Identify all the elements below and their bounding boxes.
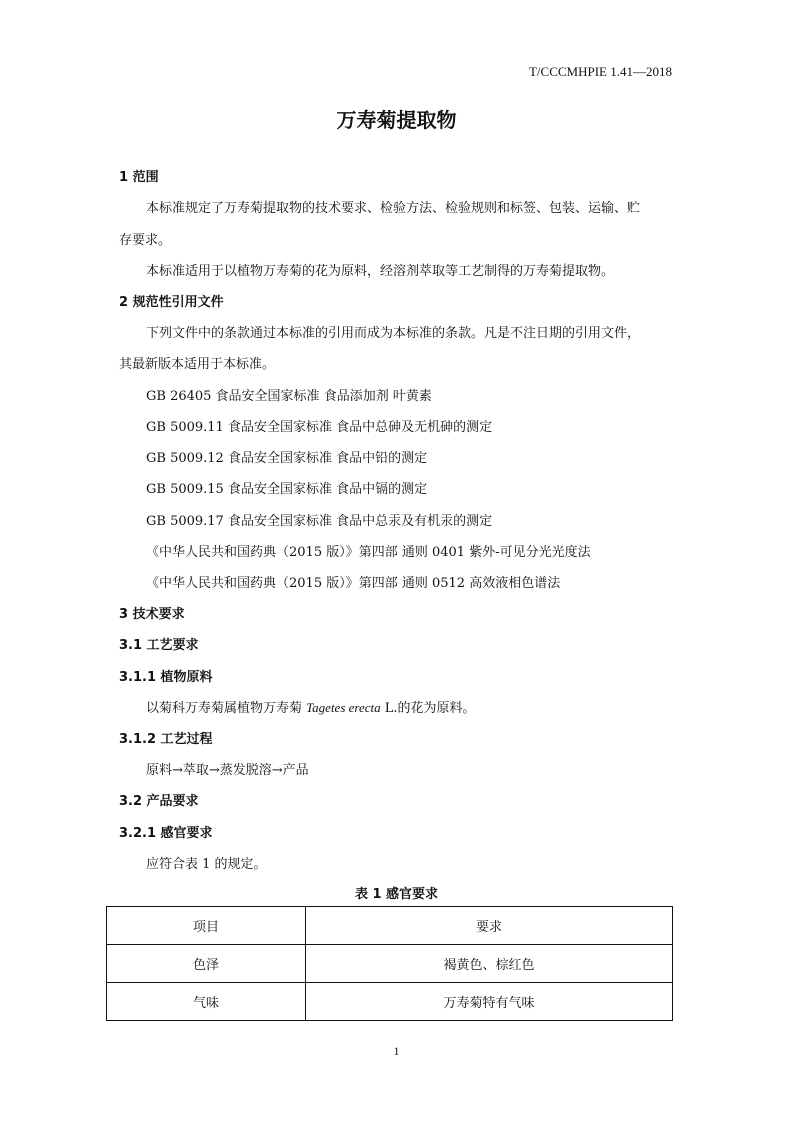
table-cell: 气味 xyxy=(107,983,306,1021)
column-header: 要求 xyxy=(306,907,673,945)
reference-item: 《中华人民共和国药典（2015 版）》第四部 通则 0401 紫外-可见分光光度法 xyxy=(146,545,591,560)
section-3-2-heading: 3.2 产品要求 xyxy=(119,794,199,809)
reference-item: GB 26405 食品安全国家标准 食品添加剂 叶黄素 xyxy=(146,389,432,404)
normative-paragraph-cont: 其最新版本适用于本标准。 xyxy=(119,357,276,372)
section-3-heading: 3 技术要求 xyxy=(119,607,185,622)
scope-paragraph-1: 本标准规定了万寿菊提取物的技术要求、检验方法、检验规则和标签、包装、运输、贮 xyxy=(146,201,641,216)
process-flow-text: 原料→萃取→蒸发脱溶→产品 xyxy=(146,763,309,778)
sensory-requirements-table xyxy=(106,906,673,1021)
section-3-1-heading: 3.1 工艺要求 xyxy=(119,638,199,653)
table-row xyxy=(107,983,673,1021)
reference-item: GB 5009.15 食品安全国家标准 食品中镉的测定 xyxy=(146,482,428,497)
table-cell: 万寿菊特有气味 xyxy=(306,983,673,1021)
latin-name: Tagetes erecta xyxy=(306,700,381,715)
section-3-1-2-heading: 3.1.2 工艺过程 xyxy=(119,732,213,747)
reference-item: GB 5009.17 食品安全国家标准 食品中总汞及有机汞的测定 xyxy=(146,514,493,529)
normative-paragraph: 下列文件中的条款通过本标准的引用而成为本标准的条款。凡是不注日期的引用文件， xyxy=(146,326,641,341)
table-header-row xyxy=(107,907,673,945)
table-reference-text: 应符合表 1 的规定。 xyxy=(146,857,267,872)
column-header: 项目 xyxy=(107,907,306,945)
reference-item: 《中华人民共和国药典（2015 版）》第四部 通则 0512 高效液相色谱法 xyxy=(146,576,561,591)
document-code: T/CCCMHPIE 1.41—2018 xyxy=(528,64,672,79)
table-row xyxy=(107,945,673,983)
table-cell: 色泽 xyxy=(107,945,306,983)
page-title: 万寿菊提取物 xyxy=(336,108,457,132)
section-3-1-1-heading: 3.1.1 植物原料 xyxy=(119,670,213,685)
section-2-heading: 2 规范性引用文件 xyxy=(119,295,224,310)
scope-paragraph-1-cont: 存要求。 xyxy=(119,233,172,248)
section-1-heading: 1 范围 xyxy=(119,170,159,185)
reference-item: GB 5009.12 食品安全国家标准 食品中铅的测定 xyxy=(146,451,428,466)
raw-material-text-end: L.的花为原料。 xyxy=(380,701,476,716)
table-caption: 表 1 感官要求 xyxy=(354,887,439,902)
reference-item: GB 5009.11 食品安全国家标准 食品中总砷及无机砷的测定 xyxy=(146,420,493,435)
scope-paragraph-2: 本标准适用于以植物万寿菊的花为原料，经溶剂萃取等工艺制得的万寿菊提取物。 xyxy=(146,264,615,279)
table-cell: 褐黄色、棕红色 xyxy=(306,945,673,983)
page-number: 1 xyxy=(393,1044,400,1058)
raw-material-text: 以菊科万寿菊属植物万寿菊 xyxy=(146,701,307,716)
raw-material-paragraph xyxy=(146,697,476,716)
section-3-2-1-heading: 3.2.1 感官要求 xyxy=(119,826,213,841)
